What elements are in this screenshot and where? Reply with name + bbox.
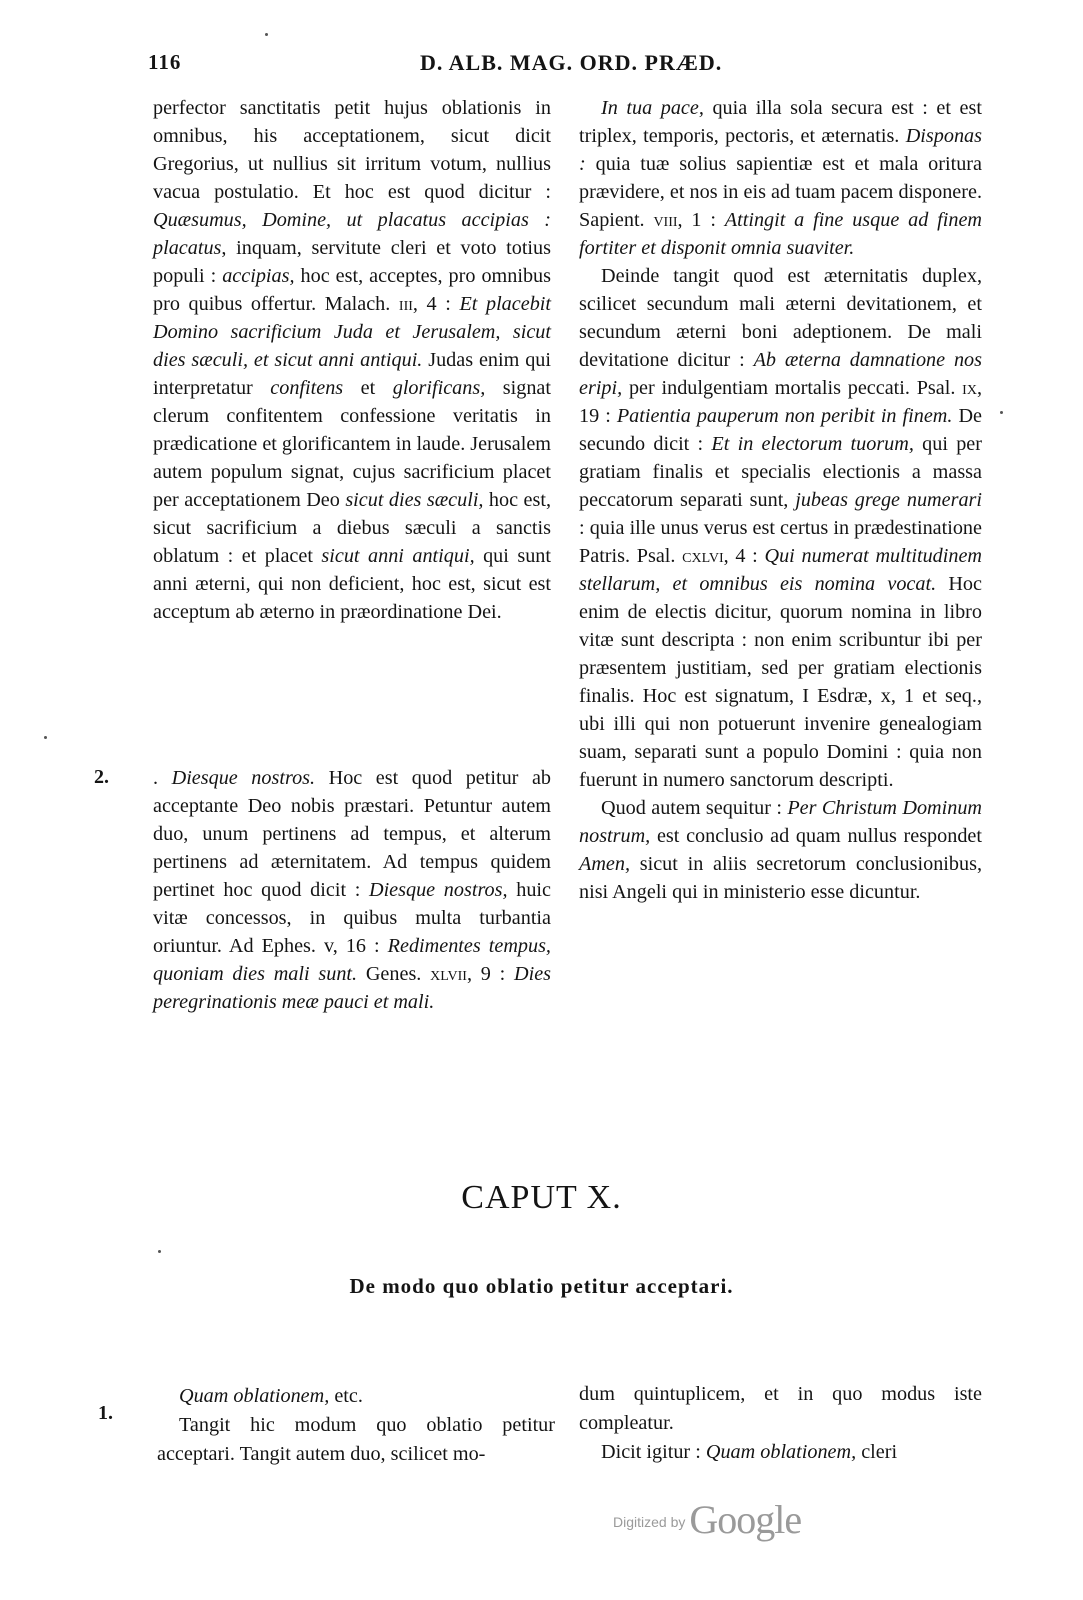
text-run: , 9 : bbox=[466, 963, 514, 985]
citation: sicut anni antiqui, bbox=[321, 545, 475, 567]
text-run: hoc est, acceptes, pro omnibus pro quibus offertur. Malach. bbox=[153, 265, 551, 315]
page-number: 116 bbox=[148, 50, 182, 74]
text-run: : quia ille unus verus est certus in prædestinatione Patris. Psal. bbox=[579, 517, 982, 567]
running-title: D. ALB. MAG. ORD. PRÆD. bbox=[420, 50, 723, 75]
section-number: 1. bbox=[98, 1402, 113, 1424]
right-column bbox=[579, 94, 982, 906]
chapter-right-column bbox=[579, 1380, 982, 1467]
text-run: et bbox=[343, 377, 393, 399]
citation: glorificans, bbox=[392, 377, 486, 399]
text-run: , inquam, servitute cleri et voto totius populi : bbox=[153, 237, 551, 287]
text-run: hoc est, sicut sacrificium a diebus sæculi a sanctis oblatum : et placet bbox=[153, 489, 551, 567]
citation: Et placebit Domino sacrificium Juda et Jerusalem, sicut dies sæculi, et sicut anni antiqui. bbox=[153, 293, 552, 371]
citation: Amen, bbox=[579, 853, 631, 875]
scan-speck bbox=[1000, 411, 1003, 414]
roman-numeral: cxlvi bbox=[682, 545, 724, 567]
citation: Disponas : bbox=[579, 125, 982, 175]
roman-numeral: iii bbox=[398, 293, 413, 315]
roman-numeral: xlvii bbox=[430, 963, 467, 985]
chapter-heading: CAPUT X. bbox=[461, 1179, 622, 1216]
citation: Patientia pauperum non peribit in finem. bbox=[616, 405, 953, 427]
text-run: per indulgentiam mortalis peccati. Psal. bbox=[622, 377, 963, 399]
citation: Et in electorum tuorum, bbox=[711, 433, 914, 455]
citation: Diesque nostros, bbox=[368, 879, 508, 901]
citation: sicut dies sæculi, bbox=[345, 489, 484, 511]
chapter-left-column bbox=[157, 1382, 555, 1469]
text-run: huic vitæ concessos, in quibus multa turbantia oriuntur. Ad Ephes. v, 16 : bbox=[153, 879, 551, 957]
citation: Attingit a fine usque ad finem fortiter et disponit omnia suaviter. bbox=[579, 209, 982, 259]
citation: Redimentes tempus, quoniam dies mali sunt. bbox=[153, 935, 551, 985]
paragraph bbox=[579, 94, 982, 262]
roman-numeral: ix bbox=[962, 377, 977, 399]
text-run: est conclusio ad quam nullus respondet bbox=[650, 825, 982, 847]
citation: Quam oblationem, bbox=[705, 1441, 857, 1463]
paragraph bbox=[153, 764, 551, 1016]
text-run: , 1 : bbox=[677, 209, 725, 231]
citation: Quam oblationem, bbox=[179, 1385, 330, 1407]
citation: In tua pace, bbox=[601, 97, 704, 119]
text-run: qui sunt anni æterni, qui non deficient, hoc est, sicut est acceptum ab æterno in præordinatione Dei. bbox=[153, 545, 551, 623]
text-run: Hoc enim de electis dicitur, quorum nomina in libro vitæ sunt descripta : non enim scribuntur ibi per præsentem justitiam, sed per gratiam electionis finalis. Hoc est signatum, I Esdræ, x, 1 et seq., ubi illi qui non potuerunt invenire genealogiam suam, separati sunt a populo Domini : quia non fuerunt in numero sanctorum descripti. bbox=[579, 573, 982, 791]
text-run: , 4 : bbox=[723, 545, 765, 567]
text-run: , 19 : bbox=[579, 377, 982, 427]
paragraph bbox=[157, 1382, 555, 1411]
left-column-lower bbox=[153, 764, 551, 1016]
text-run: Tangit hic modum quo oblatio petitur acceptari. Tangit autem duo, scilicet mo- bbox=[157, 1414, 555, 1465]
text-run: Quod autem sequitur : bbox=[601, 797, 788, 819]
text-run: quia illa sola secura est : et est triplex, temporis, pectoris, et æternatis. bbox=[579, 97, 982, 147]
citation: Dies peregrinationis meæ pauci et mali. bbox=[153, 963, 552, 1013]
text-run: sicut in aliis secretorum conclusionibus, nisi Angeli qui in ministerio esse dicuntur. bbox=[579, 853, 982, 903]
citation: Qui numerat multitudinem stellarum, et omnibus eis nomina vocat. bbox=[579, 545, 983, 595]
google-watermark bbox=[613, 1496, 801, 1543]
paragraph bbox=[153, 94, 551, 626]
text-run: Judas enim qui interpretatur bbox=[153, 349, 551, 399]
text-run: Dicit igitur : bbox=[601, 1441, 706, 1463]
text-run: Genes. bbox=[357, 963, 431, 985]
text-run: dum quintuplicem, et in quo modus iste compleatur. bbox=[579, 1383, 982, 1434]
text-run: perfector sanctitatis petit hujus oblationis in omnibus, his acceptationem, sicut dicit Gregorius, ut nullius sit irritum votum, nullius vacua postulatio. Et hoc est quod dicitur : bbox=[153, 97, 551, 203]
citation: Per Christum Dominum nostrum, bbox=[579, 797, 982, 847]
section-number: 2. bbox=[94, 766, 109, 788]
citation: jubeas grege numerari bbox=[795, 489, 982, 511]
text-run: cleri bbox=[856, 1441, 898, 1463]
text-run: qui per gratiam finalis et specialis electionis a massa peccatorum separati sunt, bbox=[579, 433, 982, 511]
citation: accipias, bbox=[222, 265, 295, 287]
citation: confitens bbox=[270, 377, 344, 399]
paragraph bbox=[579, 1380, 982, 1438]
text-run: signat clerum confitentem confessione veritatis in prædicatione et glorificantem in laude. Jerusalem autem populum signat, cujus sacrificium placet per acceptationem Deo bbox=[153, 377, 552, 511]
paragraph bbox=[579, 262, 982, 794]
text-run: Deinde tangit quod est æternitatis duplex, scilicet secundum mali æterni devitationem, et secundum æterni boni adeptionem. De mali devitatione dicitur : bbox=[579, 265, 982, 371]
text-run: Hoc est quod petitur ab acceptante Deo nobis præstari. Petuntur autem duo, unum pertinens ad tempus, et alterum pertinens ad æternitatem. Ad tempus quidem pertinet hoc quod dicit : bbox=[153, 767, 552, 901]
citation: Diesque nostros. bbox=[171, 767, 316, 789]
google-logo: Google bbox=[689, 1497, 802, 1542]
citation: Ab æterna damnatione nos eripi, bbox=[579, 349, 982, 399]
paragraph bbox=[157, 1411, 555, 1469]
text-run: , 4 : bbox=[412, 293, 460, 315]
scan-speck bbox=[44, 736, 47, 739]
watermark-text: Digitized by bbox=[613, 1514, 686, 1530]
citation: Quæsumus, Domine, ut placatus accipias : placatus bbox=[153, 209, 551, 259]
chapter-subtitle: De modo quo oblatio petitur acceptari. bbox=[349, 1274, 734, 1298]
scan-speck bbox=[158, 1250, 161, 1253]
text-run: De secundo dicit : bbox=[579, 405, 982, 455]
left-column-upper bbox=[153, 94, 551, 626]
text-run: etc. bbox=[329, 1385, 363, 1407]
text-run: . bbox=[153, 767, 172, 789]
roman-numeral: viii bbox=[653, 209, 678, 231]
scan-speck bbox=[265, 33, 268, 36]
paragraph bbox=[579, 1438, 982, 1467]
paragraph bbox=[579, 794, 982, 906]
text-run: quia tuæ solius sapientiæ est et mala oritura prævidere, et nos in eis ad tuam pacem disponere. Sapient. bbox=[579, 153, 982, 231]
